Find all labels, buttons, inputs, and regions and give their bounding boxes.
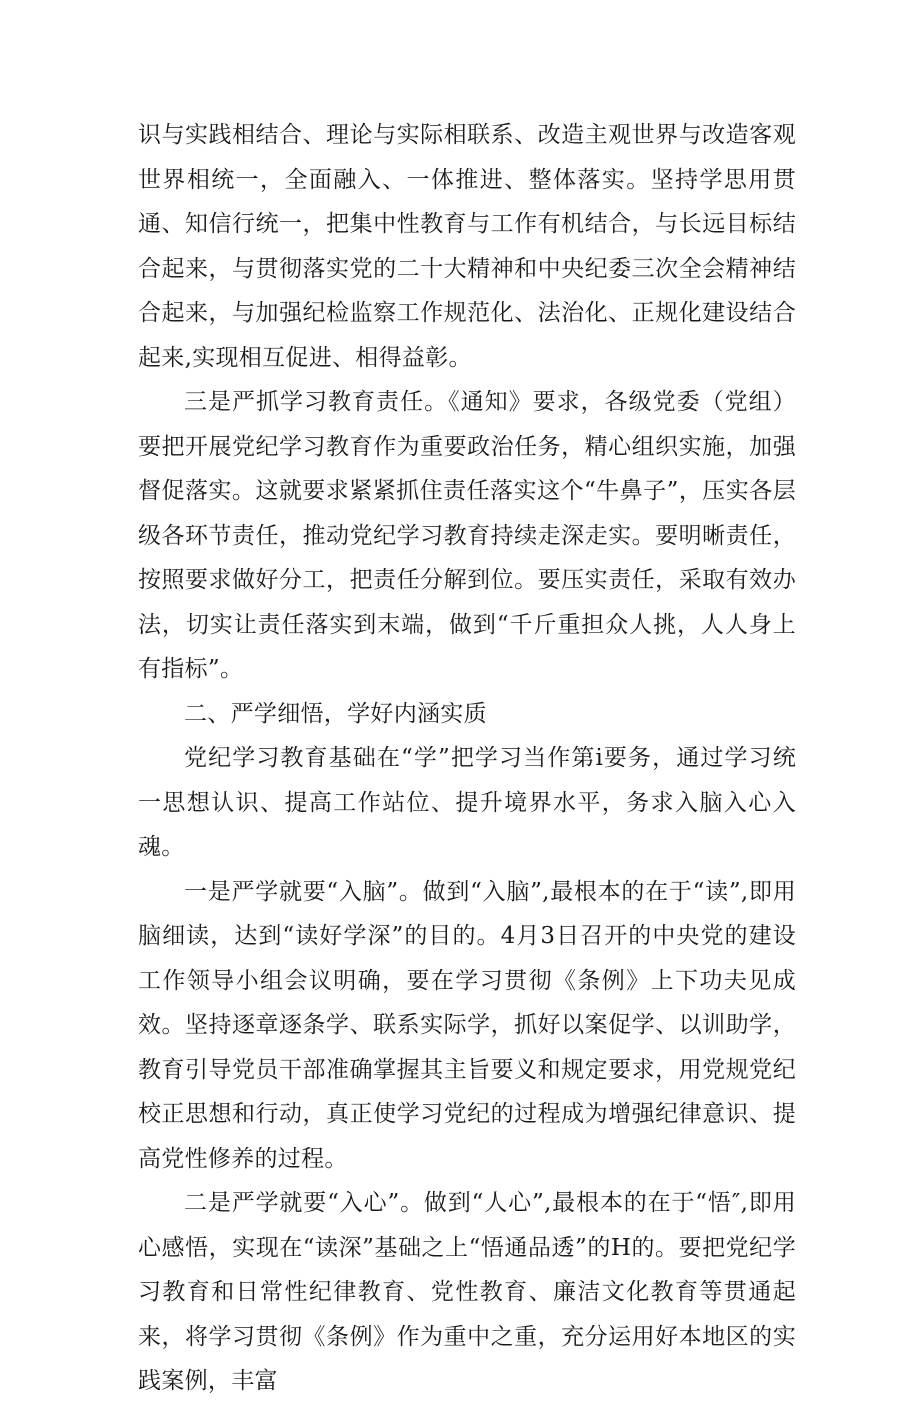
section-heading: 二、严学细悟，学好内涵实质 xyxy=(184,700,487,727)
document-body xyxy=(138,113,796,1404)
paragraph-into-heart: 二是严学就要“入心”。做到“人心”,最根本的在于“悟″,即用心感悟，实现在“读深”基础之上“悟通品透”的H的。要把党纪学习教育和日常性纪律教育、党性教育、廉洁文化教育等贯通起来，将学习贯彻《条例》作为重中之重，充分运用好本地区的实践案例，丰富 xyxy=(138,1190,796,1394)
paragraph-study-foundation: 党纪学习教育基础在“学”把学习当作第i要务，通过学习统一思想认识、提高工作站位、提升境界水平，务求入脑入心入魂。 xyxy=(138,745,796,860)
paragraph-responsibility: 三是严抓学习教育责任。《通知》要求，各级党委（党组）要把开展党纪学习教育作为重要政治任务，精心组织实施，加强督促落实。这就要求紧紧抓住责任落实这个“牛鼻子”，压实各层级各环节责任，推动党纪学习教育持续走深走实。要明晰责任，按照要求做好分工，把责任分解到位。要压实责任，采取有效办法，切实让责任落实到末端，做到“千斤重担众人挑，人人身上有指标”。 xyxy=(138,389,796,682)
paragraph-continuation: 识与实践相结合、理论与实际相联系、改造主观世界与改造客观世界相统一，全面融入、一体推进、整体落实。坚持学思用贯通、知信行统一，把集中性教育与工作有机结合，与长远目标结合起来，与贯彻落实党的二十大精神和中央纪委三次全会精神结合起来，与加强纪检监察工作规范化、法治化、正规化建设结合起来,实现相互促进、相得益彰。 xyxy=(138,122,796,371)
paragraph-into-mind: 一是严学就要“入脑”。做到“入脑”,最根本的在于“读”,即用脑细读，达到“读好学深”的目的。4月3日召开的中央党的建设工作领导小组会议明确，要在学习贯彻《条例》上下功夫见成效。坚持逐章逐条学、联系实际学，抓好以案促学、以训助学，教育引导党员干部准确掌握其主旨要义和规定要求，用党规党纪校正思想和行动，真正使学习党纪的过程成为增强纪律意识、提高党性修养的过程。 xyxy=(138,878,796,1172)
